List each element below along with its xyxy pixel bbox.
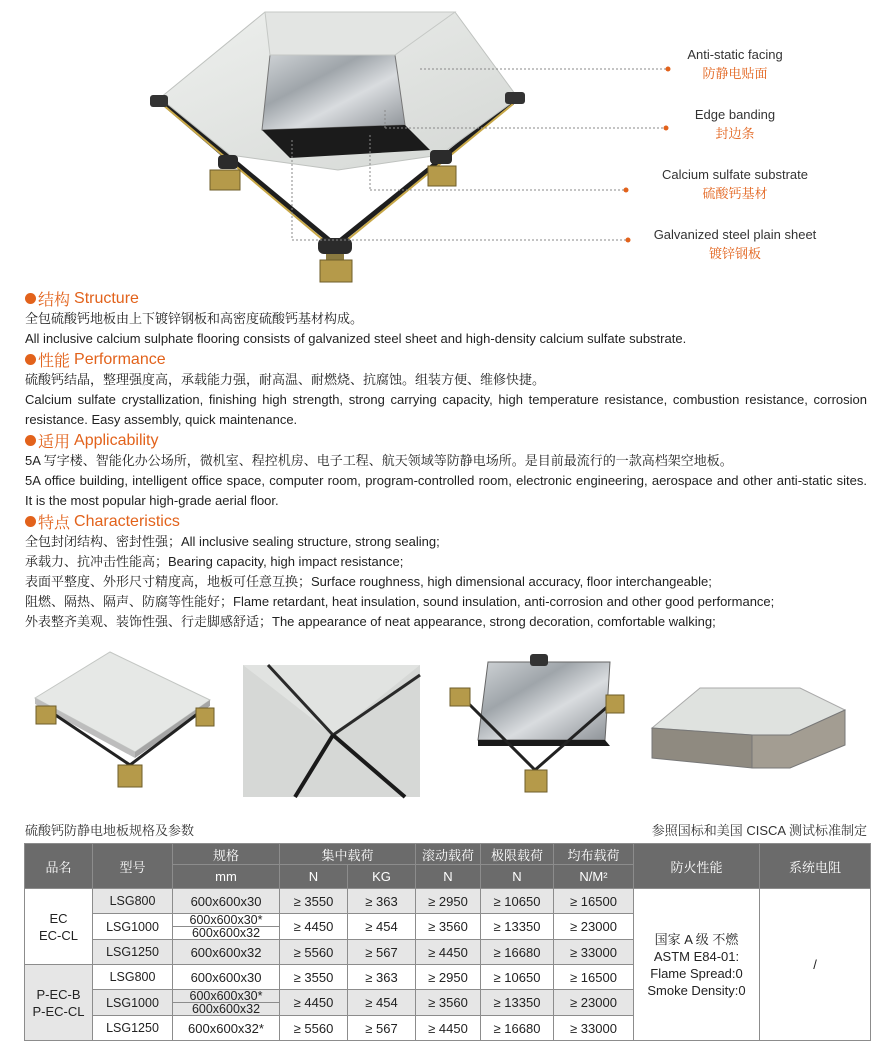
bullet-dot-icon — [25, 516, 36, 527]
table-caption: 硫酸钙防静电地板规格及参数 — [25, 823, 195, 838]
section-line: 阻燃、隔热、隔声、防腐等性能好；Flame retardant, heat insulation, sound insulation, anti-corrosion and other good performance; — [25, 594, 775, 609]
value-cell: ≥ 4450 — [280, 914, 348, 940]
fire-line: ASTM E84-01: — [653, 948, 740, 964]
section-characteristics — [25, 511, 867, 632]
callout-en: Edge banding — [694, 107, 776, 122]
fire-line: Smoke Density:0 — [647, 982, 746, 998]
callout-cn: 镀锌钢板 — [708, 246, 761, 261]
section-structure — [25, 288, 867, 349]
section-line: 全包硫酸钙地板由上下镀锌钢板和高密度硫酸钙基材构成。 — [25, 311, 364, 326]
bullet-dot-icon — [25, 293, 36, 304]
section-line: 承载力、抗冲击性能高；Bearing capacity, high impact resistance; — [25, 554, 404, 569]
header-unit: KG — [348, 865, 416, 889]
model-cell: LSG1000 — [93, 990, 173, 1016]
value-cell: ≥ 2950 — [416, 889, 481, 914]
section-line: All inclusive calcium sulphate flooring consists of galvanized steel sheet and high-density calcium sulfate substrate. — [25, 331, 687, 346]
value-cell: ≥ 4450 — [416, 1016, 481, 1041]
value-cell: ≥ 10650 — [481, 889, 554, 914]
spec-line: 600x600x32 — [191, 1002, 261, 1016]
value-cell: ≥ 2950 — [416, 965, 481, 990]
callout-cn: 封边条 — [715, 126, 755, 141]
header-concentrated-load: 集中载荷 — [280, 844, 416, 865]
product-name: EC — [49, 910, 68, 926]
section-title-en: Applicability — [74, 431, 159, 449]
section-heading — [25, 349, 867, 370]
section-line: 外表整齐美观、装饰性强、行走脚感舒适；The appearance of neat appearance, strong decoration, comfortable walking; — [25, 614, 716, 629]
callout-calcium-sulfate-substrate — [635, 166, 835, 203]
value-cell: ≥ 33000 — [554, 940, 634, 965]
section-title-en: Performance — [74, 350, 166, 368]
model-cell: LSG1250 — [93, 1016, 173, 1041]
header-uniform-load: 均布载荷 — [554, 844, 634, 865]
spec-cell: 600x600x32 — [173, 940, 280, 965]
callout-anti-static-facing — [635, 46, 835, 83]
spec-line: 600x600x30* — [173, 914, 279, 927]
section-line: 5A 写字楼、智能化办公场所，微机室、程控机房、电子工程、航天领域等防静电场所。是目前最流行的一款高档架空地板。 — [25, 453, 733, 468]
section-heading — [25, 288, 867, 309]
value-cell: ≥ 13350 — [481, 990, 554, 1016]
photo-cross-section — [652, 688, 845, 768]
description-sections — [25, 288, 867, 632]
table-standard-note: 参照国标和美国 CISCA 测试标准制定 — [651, 823, 867, 838]
section-title-cn: 特点 — [38, 515, 71, 532]
callout-cn: 硫酸钙基材 — [702, 186, 768, 201]
section-line: 硫酸钙结晶，整理强度高，承载能力强，耐高温、耐燃烧、抗腐蚀。组装方便、维修快捷。 — [25, 372, 546, 387]
section-performance — [25, 349, 867, 430]
value-cell: ≥ 3550 — [280, 889, 348, 914]
value-cell: ≥ 13350 — [481, 914, 554, 940]
header-model: 型号 — [93, 844, 173, 889]
header-ultimate-load: 极限载荷 — [481, 844, 554, 865]
product-name: EC-CL — [38, 927, 78, 943]
photo-steel-panel — [450, 654, 624, 792]
value-cell: ≥ 4450 — [280, 990, 348, 1016]
header-spec: 规格 — [173, 844, 280, 865]
spec-cell — [173, 914, 280, 940]
photo-corner-closeup — [243, 665, 420, 797]
callout-cn: 防静电贴面 — [702, 66, 768, 81]
resistance-cell: / — [760, 889, 871, 1041]
spec-line: 600x600x32 — [191, 926, 261, 940]
section-title-en: Structure — [74, 289, 139, 307]
value-cell: ≥ 3560 — [416, 914, 481, 940]
hero-diagram — [0, 0, 891, 285]
photo-facing-panel — [35, 652, 214, 787]
value-cell: ≥ 16500 — [554, 889, 634, 914]
value-cell: ≥ 16680 — [481, 1016, 554, 1041]
spec-cell: 600x600x30 — [173, 889, 280, 914]
bullet-dot-icon — [25, 354, 36, 365]
spec-line: 600x600x30* — [173, 990, 279, 1003]
fire-line: Flame Spread:0 — [650, 965, 743, 981]
fire-rating-cell — [634, 889, 760, 1041]
section-heading — [25, 511, 867, 532]
header-name: 品名 — [25, 844, 93, 889]
section-title-en: Characteristics — [74, 512, 180, 530]
callout-edge-banding — [635, 106, 835, 143]
value-cell: ≥ 33000 — [554, 1016, 634, 1041]
table-row — [25, 889, 871, 914]
section-title-cn: 性能 — [38, 353, 71, 370]
value-cell: ≥ 363 — [348, 965, 416, 990]
value-cell: ≥ 567 — [348, 940, 416, 965]
value-cell: ≥ 5560 — [280, 940, 348, 965]
spec-cell: 600x600x32* — [173, 1016, 280, 1041]
model-cell: LSG1250 — [93, 940, 173, 965]
value-cell: ≥ 454 — [348, 990, 416, 1016]
spec-cell — [173, 990, 280, 1016]
product-photo-strip — [0, 640, 891, 805]
header-resistance: 系统电阻 — [760, 844, 871, 889]
header-unit: N/M² — [554, 865, 634, 889]
value-cell: ≥ 23000 — [554, 990, 634, 1016]
header-fire: 防火性能 — [634, 844, 760, 889]
product-name: P-EC-CL — [32, 1003, 85, 1019]
header-rolling-load: 滚动载荷 — [416, 844, 481, 865]
value-cell: ≥ 3560 — [416, 990, 481, 1016]
header-unit: N — [416, 865, 481, 889]
callout-en: Galvanized steel plain sheet — [653, 227, 817, 242]
section-applicability — [25, 430, 867, 511]
section-line: 5A office building, intelligent office space, computer room, program-controlled room, electronic engineering, aerospace and other anti-static sites. It is the most popular high-grade aerial floor. — [25, 473, 867, 508]
section-title-cn: 适用 — [38, 434, 71, 451]
product-name: P-EC-B — [36, 986, 81, 1002]
model-cell: LSG800 — [93, 889, 173, 914]
value-cell: ≥ 10650 — [481, 965, 554, 990]
spec-table — [24, 843, 871, 1041]
product-name-cell — [25, 889, 93, 965]
bullet-dot-icon — [25, 435, 36, 446]
model-cell: LSG800 — [93, 965, 173, 990]
header-unit: mm — [173, 865, 280, 889]
spec-cell: 600x600x30 — [173, 965, 280, 990]
header-unit: N — [481, 865, 554, 889]
value-cell: ≥ 5560 — [280, 1016, 348, 1041]
value-cell: ≥ 16500 — [554, 965, 634, 990]
callout-en: Calcium sulfate substrate — [662, 167, 808, 182]
section-line: 表面平整度、外形尺寸精度高，地板可任意互换；Surface roughness, high dimensional accuracy, floor interchangeable; — [25, 574, 712, 589]
value-cell: ≥ 567 — [348, 1016, 416, 1041]
value-cell: ≥ 363 — [348, 889, 416, 914]
section-heading — [25, 430, 867, 451]
product-name-cell — [25, 965, 93, 1041]
callout-galvanized-steel-sheet — [635, 226, 835, 263]
value-cell: ≥ 454 — [348, 914, 416, 940]
section-line: 全包封闭结构、密封性强；All inclusive sealing structure, strong sealing; — [25, 534, 440, 549]
callout-en: Anti-static facing — [687, 47, 783, 62]
value-cell: ≥ 4450 — [416, 940, 481, 965]
value-cell: ≥ 23000 — [554, 914, 634, 940]
section-line: Calcium sulfate crystallization, finishing high strength, strong carrying capacity, high temperature resistance, combustion resistance, corrosion resistance. Easy assembly, quick maintenance. — [25, 392, 867, 427]
section-title-cn: 结构 — [38, 292, 71, 309]
model-cell: LSG1000 — [93, 914, 173, 940]
header-unit: N — [280, 865, 348, 889]
fire-line: 国家 A 级 不燃 — [654, 931, 739, 947]
value-cell: ≥ 3550 — [280, 965, 348, 990]
value-cell: ≥ 16680 — [481, 940, 554, 965]
